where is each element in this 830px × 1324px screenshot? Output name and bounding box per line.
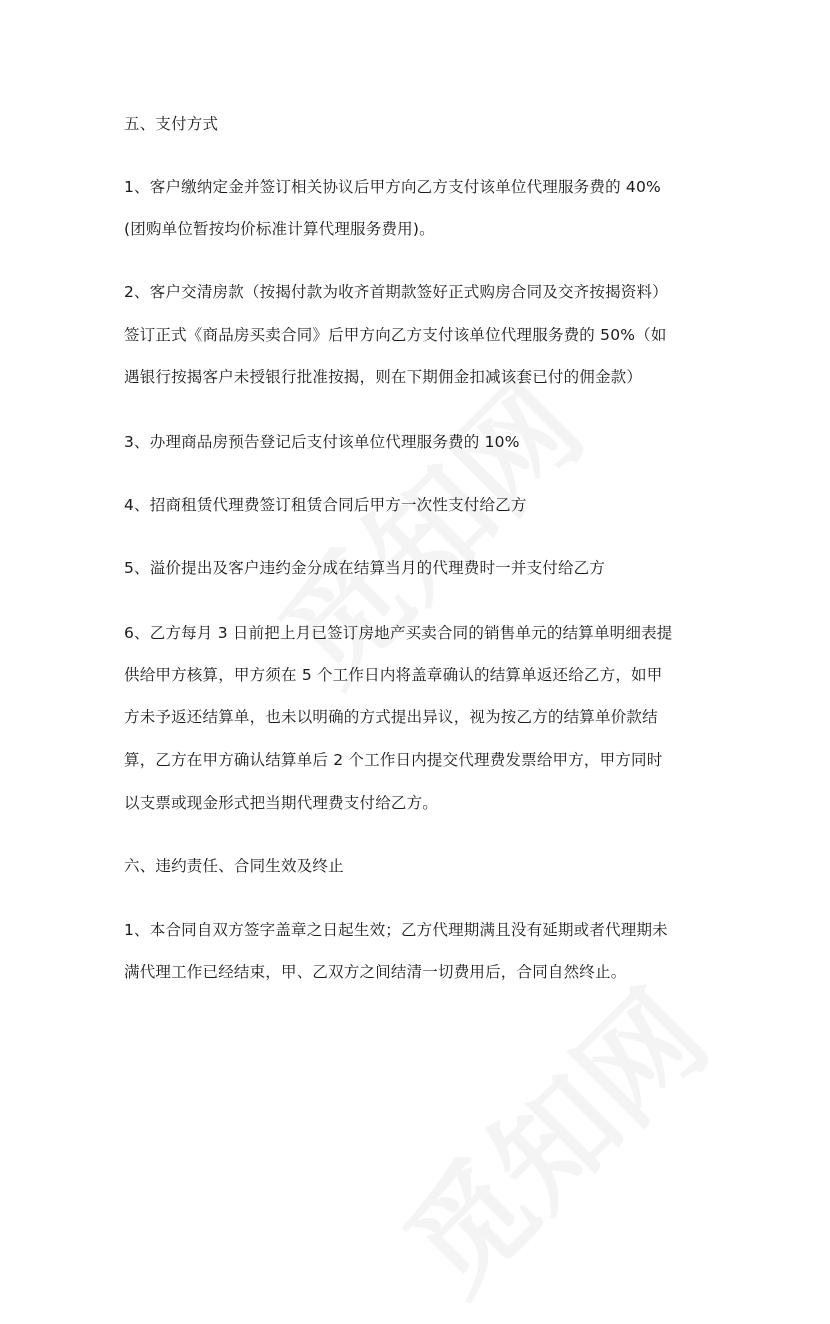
section-heading-payment: 五、支付方式 (124, 115, 219, 133)
paragraph-line: 以支票或现金形式把当期代理费支付给乙方。 (124, 794, 439, 812)
paragraph-line: 5、溢价提出及客户违约金分成在结算当月的代理费时一并支付给乙方 (124, 559, 606, 577)
paragraph-line: 签订正式《商品房买卖合同》后甲方向乙方支付该单位代理服务费的 50%（如 (124, 326, 667, 344)
paragraph-line: 供给甲方核算，甲方须在 5 个工作日内将盖章确认的结算单返还给乙方，如甲 (124, 666, 663, 684)
paragraph-line: 4、招商租赁代理费签订租赁合同后甲方一次性支付给乙方 (124, 496, 527, 514)
watermark (237, 338, 613, 714)
section-heading-liability: 六、违约责任、合同生效及终止 (124, 857, 344, 875)
paragraph-line: 6、乙方每月 3 日前把上月已签订房地产买卖合同的销售单元的结算单明细表提 (124, 624, 673, 642)
paragraph-line: 3、办理商品房预告登记后支付该单位代理服务费的 10% (124, 433, 520, 451)
paragraph-line: 遇银行按揭客户未授银行批准按揭，则在下期佣金扣减该套已付的佣金款） (124, 368, 643, 386)
paragraph-line: 算，乙方在甲方确认结算单后 2 个工作日内提交代理费发票给甲方，甲方同时 (124, 751, 663, 769)
paragraph-line: (团购单位暂按均价标准计算代理服务费用)。 (124, 220, 435, 238)
paragraph-line: 1、本合同自双方签字盖章之日起生效；乙方代理期满且没有延期或者代理期未 (124, 921, 668, 939)
watermark (362, 948, 738, 1324)
paragraph-line: 满代理工作已经结束，甲、乙双方之间结清一切费用后，合同自然终止。 (124, 963, 627, 981)
paragraph-line: 1、客户缴纳定金并签订相关协议后甲方向乙方支付该单位代理服务费的 40% (124, 178, 661, 196)
paragraph-line: 2、客户交清房款（按揭付款为收齐首期款签好正式购房合同及交齐按揭资料） (124, 283, 668, 301)
paragraph-line: 方未予返还结算单，也未以明确的方式提出异议，视为按乙方的结算单价款结 (124, 708, 658, 726)
